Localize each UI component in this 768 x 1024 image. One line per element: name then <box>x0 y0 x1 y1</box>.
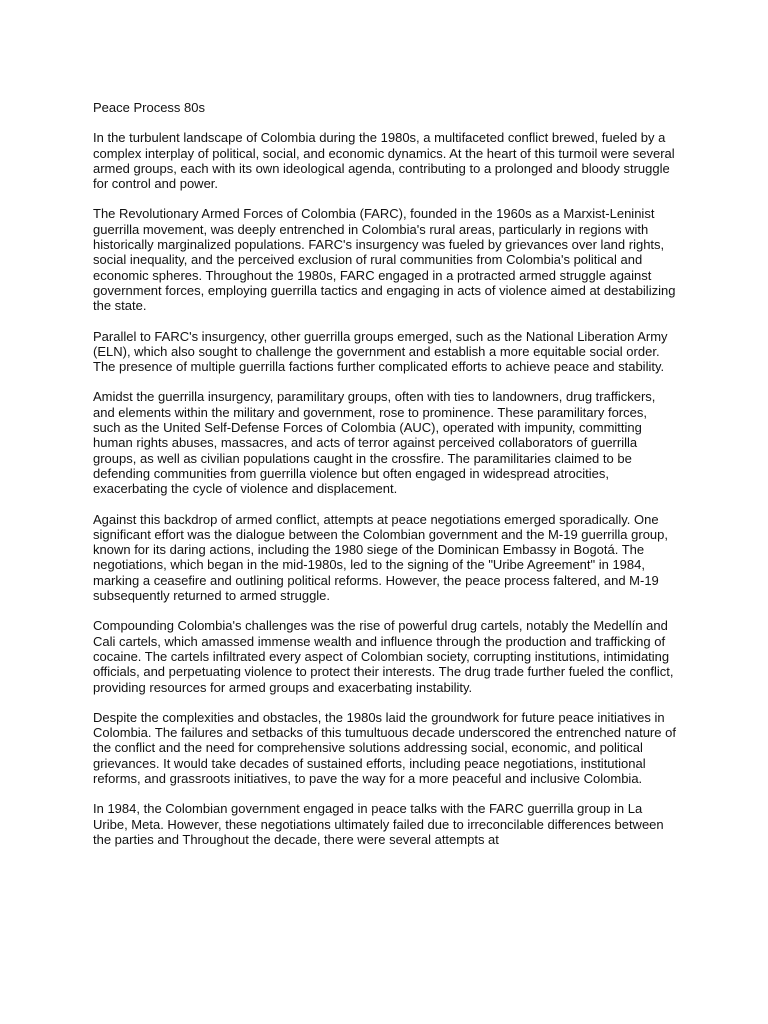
paragraph-2: The Revolutionary Armed Forces of Colombia (FARC), founded in the 1960s as a Marxist-Leninist guerrilla movement, was deeply entrenched in Colombia's rural areas, particularly in regions with historically marginalized populations. FARC's insurgency was fueled by grievances over land rights, social inequality, and the perceived exclusion of rural communities from Colombia's political and economic spheres. Throughout the 1980s, FARC engaged in a protracted armed struggle against government forces, employing guerrilla tactics and engaging in acts of violence aimed at destabilizing the state. <box>93 206 676 314</box>
paragraph-3: Parallel to FARC's insurgency, other guerrilla groups emerged, such as the National Liberation Army (ELN), which also sought to challenge the government and establish a more equitable social order. The presence of multiple guerrilla factions further complicated efforts to achieve peace and stability. <box>93 328 668 375</box>
paragraph-8: In 1984, the Colombian government engaged in peace talks with the FARC guerrilla group in La Uribe, Meta. However, these negotiations ultimately failed due to irreconcilable differences between the parties and Throughout the decade, there were several attempts at <box>93 801 664 847</box>
paragraph-1: In the turbulent landscape of Colombia during the 1980s, a multifaceted conflict brewed, fueled by a complex interplay of political, social, and economic dynamics. At the heart of this turmoil were several armed groups, each with its own ideological agenda, contributing to a prolonged and bloody struggle for control and power. <box>93 130 675 192</box>
paragraph-7: Despite the complexities and obstacles, the 1980s laid the groundwork for future peace initiatives in Colombia. The failures and setbacks of this tumultuous decade underscored the entrenched nature of the conflict and the need for comprehensive solutions addressing social, economic, and political grievances. It would take decades of sustained efforts, including peace negotiations, institutional reforms, and grassroots initiatives, to pave the way for a more peaceful and inclusive Colombia. <box>93 709 676 786</box>
paragraph-4: Amidst the guerrilla insurgency, paramilitary groups, often with ties to landowners, drug traffickers, and elements within the military and government, rose to prominence. These paramilitary forces, such as the United Self-Defense Forces of Colombia (AUC), operated with impunity, committing human rights abuses, massacres, and acts of terror against perceived collaborators of guerrilla groups, as well as civilian populations caught in the crossfire. The paramilitaries claimed to be defending communities from guerrilla violence but often engaged in widespread atrocities, exacerbating the cycle of violence and displacement. <box>93 389 656 497</box>
paragraph-6: Compounding Colombia's challenges was the rise of powerful drug cartels, notably the Medellín and Cali cartels, which amassed immense wealth and influence through the production and trafficking of cocaine. The cartels infiltrated every aspect of Colombian society, corrupting institutions, intimidating officials, and perpetuating violence to protect their interests. The drug trade further fueled the conflict, providing resources for armed groups and exacerbating instability. <box>93 618 674 695</box>
paragraph-5: Against this backdrop of armed conflict, attempts at peace negotiations emerged sporadically. One significant effort was the dialogue between the Colombian government and the M-19 guerrilla group, known for its daring actions, including the 1980 siege of the Dominican Embassy in Bogotá. The negotiations, which began in the mid-1980s, led to the signing of the "Uribe Agreement" in 1984, marking a ceasefire and outlining political reforms. However, the peace process faltered, and M-19 subsequently returned to armed struggle. <box>93 511 668 604</box>
document-page <box>93 100 678 862</box>
document-title: Peace Process 80s <box>93 100 206 115</box>
